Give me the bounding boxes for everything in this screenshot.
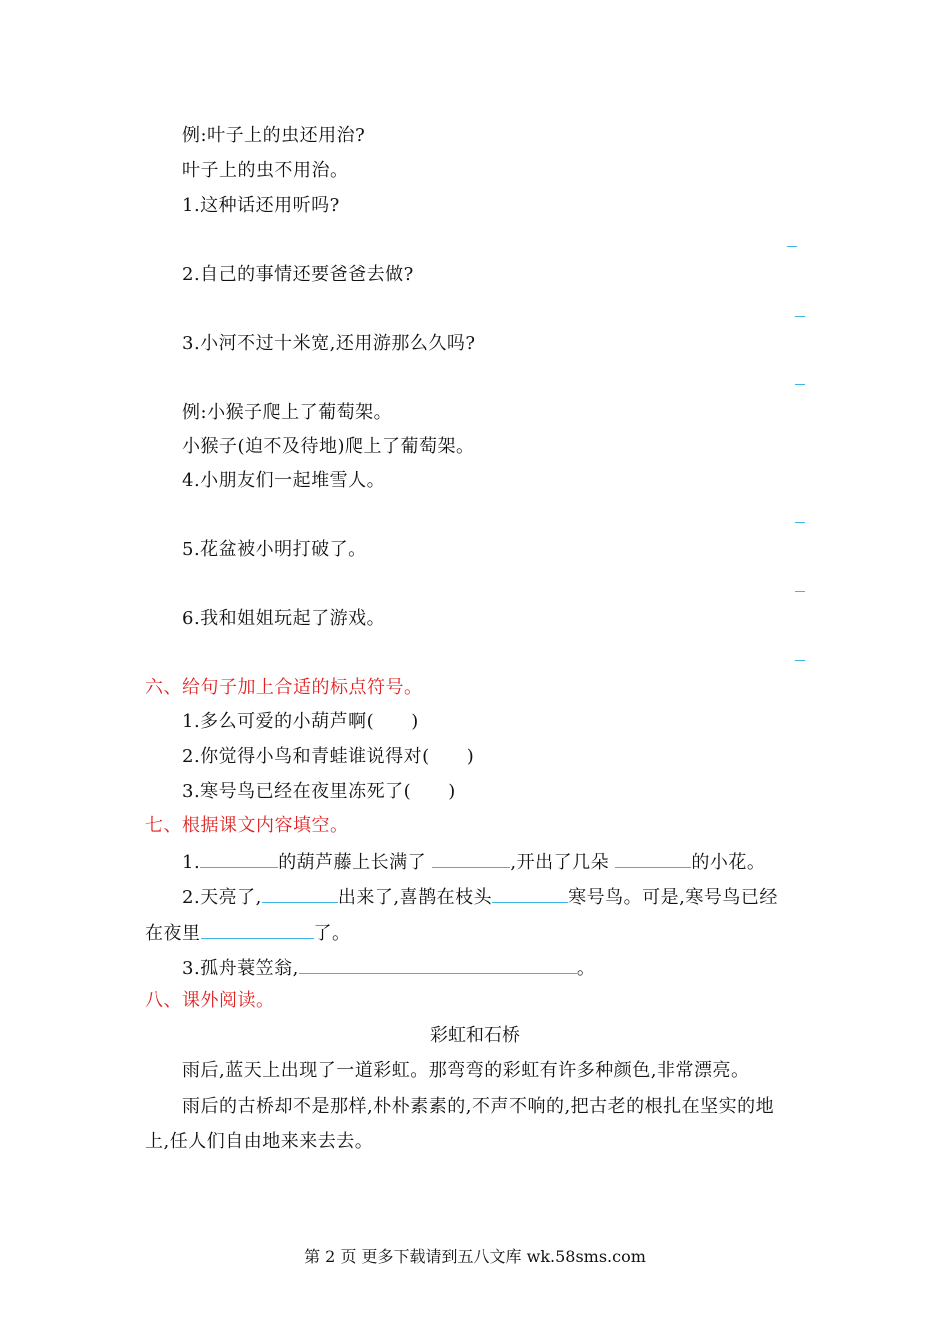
fill-line-2 — [182, 884, 778, 910]
fill-blank[interactable] — [262, 884, 338, 903]
answer-line-6[interactable] — [795, 660, 805, 661]
reading-title: 彩虹和石桥 — [430, 1025, 520, 1046]
fill-text: 了。 — [313, 923, 351, 944]
punctuation-item-2: 2.你觉得小鸟和青蛙谁说得对( ) — [182, 746, 475, 767]
question-4: 4.小朋友们一起堆雪人。 — [182, 470, 386, 491]
fill-text: 3.孤舟蓑笠翁, — [182, 958, 299, 979]
question-2: 2.自己的事情还要爸爸去做? — [182, 264, 414, 285]
example2-answer: 小猴子(迫不及待地)爬上了葡萄架。 — [182, 436, 475, 457]
punctuation-item-1: 1.多么可爱的小葫芦啊( ) — [182, 711, 419, 732]
page-footer: 第 2 页 更多下载请到五八文库 wk.58sms.com — [304, 1247, 646, 1266]
fill-line-3 — [145, 920, 351, 946]
fill-blank[interactable] — [615, 849, 691, 868]
answer-line-5[interactable] — [795, 591, 805, 592]
fill-text: 的葫芦藤上长满了 — [278, 852, 427, 873]
example1-answer: 叶子上的虫不用治。 — [182, 160, 349, 181]
question-5: 5.花盆被小明打破了。 — [182, 539, 367, 560]
fill-text: ,开出了几朵 — [510, 852, 610, 873]
fill-text: 寒号鸟。可是,寒号鸟已经 — [568, 887, 778, 908]
section-8-heading: 八、课外阅读。 — [145, 990, 275, 1011]
fill-blank[interactable] — [200, 849, 278, 868]
fill-text: 在夜里 — [145, 923, 201, 944]
section-7-heading: 七、根据课文内容填空。 — [145, 815, 349, 836]
fill-text: 的小花。 — [691, 852, 766, 873]
question-3: 3.小河不过十米宽,还用游那么久吗? — [182, 333, 476, 354]
fill-text: 出来了,喜鹊在枝头 — [337, 887, 493, 908]
reading-paragraph-2-line-1: 雨后的古桥却不是那样,朴朴素素的,不声不响的,把古老的根扎在坚实的地 — [182, 1096, 775, 1117]
example1-question: 例:叶子上的虫还用治? — [182, 125, 366, 146]
fill-blank[interactable] — [432, 849, 510, 868]
fill-text: 2.天亮了, — [182, 887, 262, 908]
punctuation-item-3: 3.寒号鸟已经在夜里冻死了( ) — [182, 781, 456, 802]
fill-line-4 — [182, 955, 595, 981]
fill-text: 。 — [576, 958, 596, 979]
fill-blank[interactable] — [201, 920, 314, 939]
fill-line-1 — [182, 849, 765, 875]
question-6: 6.我和姐姐玩起了游戏。 — [182, 608, 386, 629]
example2-question: 例:小猴子爬上了葡萄架。 — [182, 402, 393, 423]
reading-paragraph-2-line-2: 上,任人们自由地来来去去。 — [145, 1131, 374, 1152]
answer-line-3[interactable] — [795, 384, 805, 385]
fill-blank[interactable] — [299, 955, 577, 974]
fill-blank[interactable] — [492, 884, 568, 903]
reading-paragraph-1: 雨后,蓝天上出现了一道彩虹。那弯弯的彩虹有许多种颜色,非常漂亮。 — [182, 1060, 750, 1081]
section-6-heading: 六、给句子加上合适的标点符号。 — [145, 677, 423, 698]
question-1: 1.这种话还用听吗? — [182, 195, 340, 216]
answer-line-4[interactable] — [795, 522, 805, 523]
answer-line-1[interactable] — [787, 246, 797, 247]
fill-line-1-number: 1. — [182, 852, 201, 873]
answer-line-2[interactable] — [795, 316, 805, 317]
